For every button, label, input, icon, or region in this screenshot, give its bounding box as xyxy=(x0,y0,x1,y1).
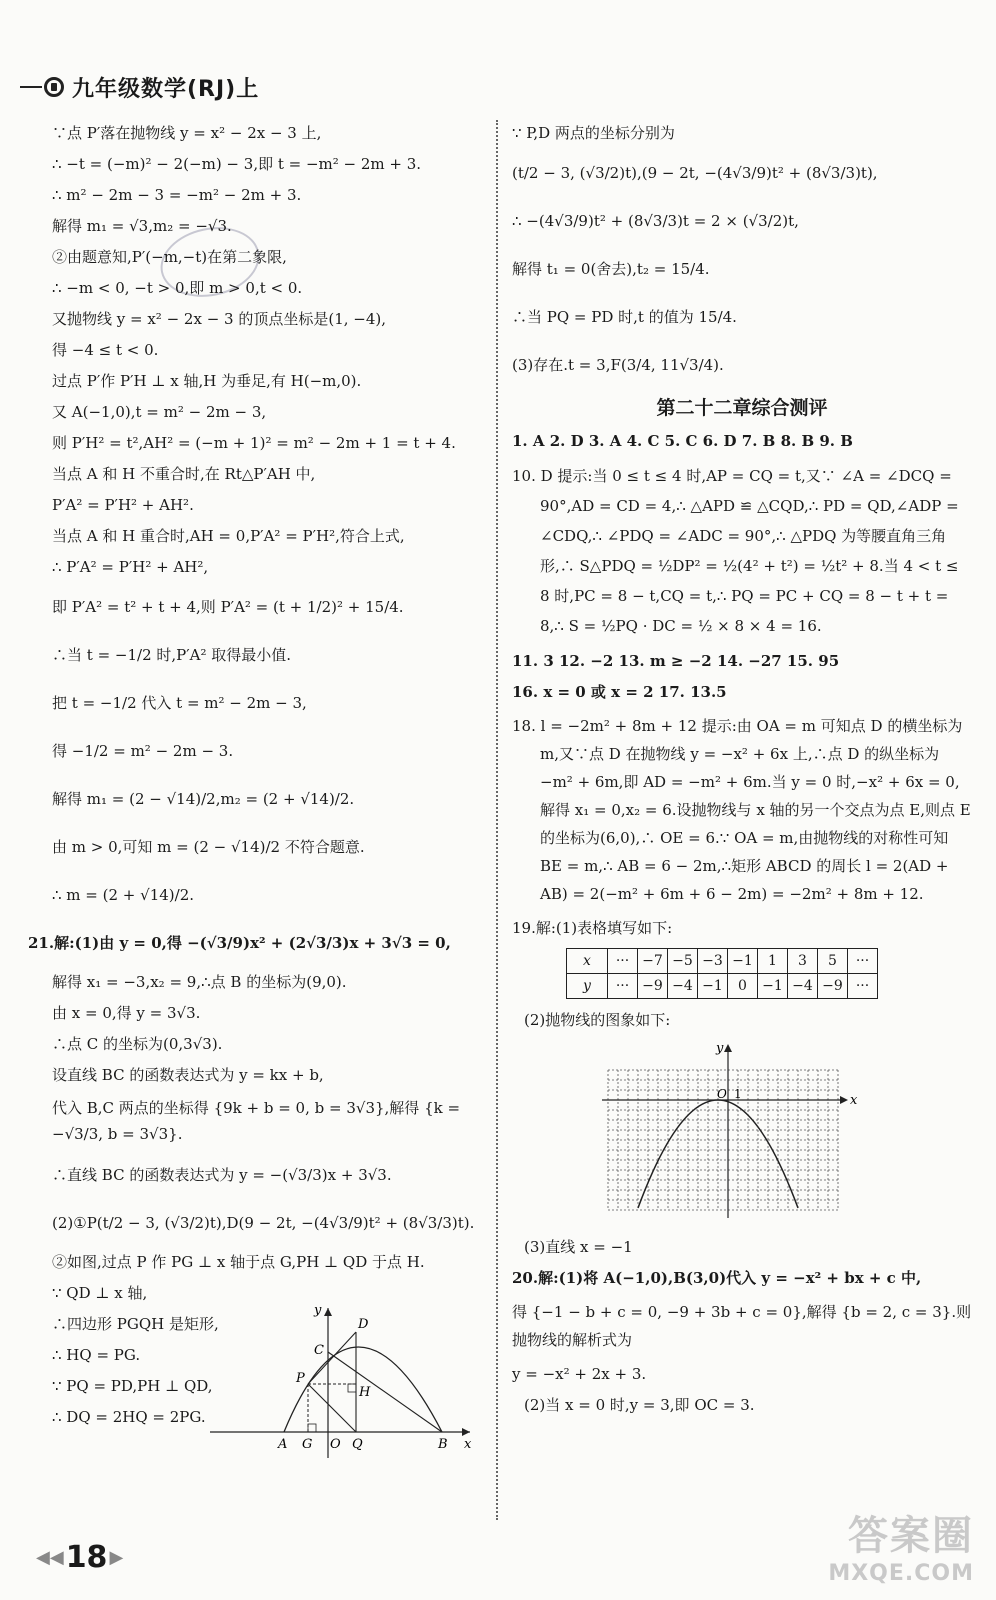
answer-line: 16. x = 0 或 x = 2 17. 13.5 xyxy=(512,683,727,701)
label-P: P xyxy=(296,1371,305,1386)
label-A: A xyxy=(278,1437,288,1452)
solution-line: 由 m > 0,可知 m = (2 − √14)/2 不符合题意. xyxy=(52,838,365,856)
solution-line: (3)存在.t = 3,F(3/4, 11√3/4). xyxy=(512,356,724,374)
solution-line: ②如图,过点 P 作 PG ⊥ x 轴于点 G,PH ⊥ QD 于点 H. xyxy=(52,1253,425,1271)
solution-line: ∵ PQ = PD,PH ⊥ QD, xyxy=(52,1377,213,1395)
watermark-url: MXQE.COM xyxy=(828,1561,974,1586)
solution-line: (2)当 x = 0 时,y = 3,即 OC = 3. xyxy=(524,1396,755,1414)
parabola-graph-svg xyxy=(598,1040,858,1226)
label-Q: Q xyxy=(352,1437,363,1452)
solution-line: 过点 P′作 P′H ⊥ x 轴,H 为垂足,有 H(−m,0). xyxy=(52,372,362,390)
solution-line: 当点 A 和 H 重合时,AH = 0,P′A² = P′H²,符合上式, xyxy=(52,527,405,545)
solution-line: ∴ HQ = PG. xyxy=(52,1346,141,1364)
solution-line: 当点 A 和 H 不重合时,在 Rt△P′AH 中, xyxy=(52,465,316,483)
page-number-text: 18 xyxy=(65,1540,108,1575)
solution-line: ∴ P′A² = P′H² + AH², xyxy=(52,558,209,576)
solution-line: 则 P′H² = t²,AH² = (−m + 1)² = m² − 2m + 1 = t + 4. xyxy=(52,434,456,452)
problem-20-line: 20.解:(1)将 A(−1,0),B(3,0)代入 y = −x² + bx + c 中, xyxy=(512,1269,922,1287)
table-cell: −3 xyxy=(698,949,728,974)
label-D: D xyxy=(358,1317,369,1332)
solution-line: (3)直线 x = −1 xyxy=(524,1238,633,1256)
table-cell: ··· xyxy=(608,974,638,999)
solution-line: 解得 m₁ = √3,m₂ = −√3. xyxy=(52,217,232,235)
solution-line: 代入 B,C 两点的坐标得 {9k + b = 0, b = 3√3},解得 {k = −√3/3, b = 3√3}. xyxy=(52,1099,461,1143)
solution-line: 由 x = 0,得 y = 3√3. xyxy=(52,1004,201,1022)
answer-line: 11. 3 12. −2 13. m ≥ −2 14. −27 15. 95 xyxy=(512,652,840,670)
table-cell: 5 xyxy=(818,949,848,974)
solution-line: ∴ m = (2 + √14)/2. xyxy=(52,886,195,904)
parabola-graph xyxy=(598,1040,972,1230)
label-C: C xyxy=(314,1343,324,1358)
table-cell: ··· xyxy=(848,974,878,999)
label-y: y xyxy=(314,1303,322,1318)
section-title: 第二十二章综合测评 xyxy=(656,397,828,419)
column-divider xyxy=(496,120,498,1520)
right-column xyxy=(512,122,972,1425)
table-cell: 3 xyxy=(788,949,818,974)
label-x: x xyxy=(464,1437,472,1452)
table-cell: −7 xyxy=(638,949,668,974)
table-cell: −9 xyxy=(638,974,668,999)
label-G: G xyxy=(302,1437,313,1452)
solution-line: 解得 t₁ = 0(舍去),t₂ = 15/4. xyxy=(512,260,710,278)
value-table xyxy=(566,948,878,999)
solution-line: 即 P′A² = t² + t + 4,则 P′A² = (t + 1/2)² + 15/4. xyxy=(52,598,404,616)
table-cell: −1 xyxy=(758,974,788,999)
label-H: H xyxy=(359,1385,371,1400)
table-cell: −4 xyxy=(668,974,698,999)
book-title: 九年级数学(RJ)上 xyxy=(72,76,260,102)
geometry-figure-svg xyxy=(204,1302,476,1462)
page-number xyxy=(36,1540,123,1575)
solution-line: 解得 m₁ = (2 − √14)/2,m₂ = (2 + √14)/2. xyxy=(52,790,355,808)
solution-line: ∴ −t = (−m)² − 2(−m) − 3,即 t = −m² − 2m + 3. xyxy=(52,155,422,173)
header-rule xyxy=(20,86,42,88)
table-header-x: x xyxy=(567,949,608,974)
solution-line: 设直线 BC 的函数表达式为 y = kx + b, xyxy=(52,1066,324,1084)
table-header-y: y xyxy=(567,974,608,999)
solution-line: ∵ QD ⊥ x 轴, xyxy=(52,1284,148,1302)
label-B: B xyxy=(438,1437,448,1452)
solution-line: ∴点 C 的坐标为(0,3√3). xyxy=(52,1035,223,1053)
problem-21-line: 21.解:(1)由 y = 0,得 −(√3/9)x² + (2√3/3)x + 3√3 = 0, xyxy=(28,934,451,952)
book-logo-icon xyxy=(44,77,64,97)
arrow-left-icon: ◀◀ xyxy=(36,1547,64,1568)
answer-line: 18. l = −2m² + 8m + 12 提示:由 OA = m 可知点 D 的横坐标为 m,又∵点 D 在抛物线 y = −x² + 6x 上,∴点 D 的纵坐标为 −m² + 6m,即 AD = −m² + 6m.当 y = 0 时,−x² + 6x = 0,解得 x₁ = 0,x₂ = 6.设抛物线与 x 轴的另一个交点为点 E,则点 E 的坐标为(6,0),∴ OE = 6.∵ OA = m,由抛物线的对称性可知 BE = m,∴ AB = 6 − 2m,∴矩形 ABCD 的周长 l = 2(AD + AB) = 2(−m² + 6m + 6 − 2m) = −2m² + 8m + 12. xyxy=(512,717,971,903)
graph-axis-y-label: y xyxy=(716,1041,724,1056)
left-column xyxy=(28,122,482,1437)
solution-line: 得 {−1 − b + c = 0, −9 + 3b + c = 0},解得 {b = 2, c = 3}.则抛物线的解析式为 xyxy=(512,1303,972,1349)
solution-line: ∴直线 BC 的函数表达式为 y = −(√3/3)x + 3√3. xyxy=(52,1166,392,1184)
solution-line: ∵点 P′落在抛物线 y = x² − 2x − 3 上, xyxy=(52,124,322,142)
solution-line: 又 A(−1,0),t = m² − 2m − 3, xyxy=(52,403,267,421)
answer-line: 1. A 2. D 3. A 4. C 5. C 6. D 7. B 8. B 9. B xyxy=(512,432,853,450)
solution-line: ∴四边形 PGQH 是矩形, xyxy=(52,1315,219,1333)
solution-line: ②由题意知,P′(−m,−t)在第二象限, xyxy=(52,248,287,266)
solution-line: y = −x² + 2x + 3. xyxy=(512,1365,647,1383)
graph-caption: (2)抛物线的图象如下: xyxy=(524,1011,671,1029)
table-cell: −5 xyxy=(668,949,698,974)
solution-line: ∴ DQ = 2HQ = 2PG. xyxy=(52,1408,206,1426)
solution-line: ∴当 t = −1/2 时,P′A² 取得最小值. xyxy=(52,646,292,664)
graph-origin-label: O xyxy=(717,1087,727,1101)
solution-line: 得 −1/2 = m² − 2m − 3. xyxy=(52,742,234,760)
answer-line: 10. D 提示:当 0 ≤ t ≤ 4 时,AP = CQ = t,又∵ ∠A = ∠DCQ = 90°,AD = CD = 4,∴ △APD ≌ △CQD,∴ PD = QD,∠ADP = ∠CDQ,∴ ∠PDQ = ∠ADC = 90°,∴ △PDQ 为等腰直角三角形,∴ S△PDQ = ½DP² = ½(4² + t²) = ½t² + 8.当 4 < t ≤ 8 时,PC = 8 − t,CQ = t,∴ PQ = PC + CQ = 8 − t + t = 8,∴ S = ½PQ · DC = ½ × 8 × 4 = 16. xyxy=(512,467,959,635)
graph-axis-x-label: x xyxy=(850,1093,858,1108)
solution-line: (t/2 − 3, (√3/2)t),(9 − 2t, −(4√3/9)t² + (8√3/3)t), xyxy=(512,164,878,182)
solution-line: ∴ −(4√3/9)t² + (8√3/3)t = 2 × (√3/2)t, xyxy=(512,212,799,230)
solution-line: ∴ −m < 0, −t > 0,即 m > 0,t < 0. xyxy=(52,279,303,297)
solution-line: 得 −4 ≤ t < 0. xyxy=(52,341,159,359)
label-O: O xyxy=(330,1437,341,1452)
table-cell: −4 xyxy=(788,974,818,999)
table-cell: ··· xyxy=(848,949,878,974)
table-cell: 0 xyxy=(728,974,758,999)
page-header xyxy=(20,68,259,106)
solution-line: ∵ P,D 两点的坐标分别为 xyxy=(512,124,675,142)
solution-line: ∴ m² − 2m − 3 = −m² − 2m + 3. xyxy=(52,186,302,204)
solution-line: P′A² = P′H² + AH². xyxy=(52,496,194,514)
solution-line: 解得 x₁ = −3,x₂ = 9,∴点 B 的坐标为(9,0). xyxy=(52,973,347,991)
table-cell: 1 xyxy=(758,949,788,974)
solution-line: (2)①P(t/2 − 3, (√3/2)t),D(9 − 2t, −(4√3/9)t² + (8√3/3)t). xyxy=(52,1214,475,1232)
watermark-logo: 答案圈 xyxy=(848,1513,974,1559)
watermark xyxy=(828,1504,974,1586)
solution-line: ∴当 PQ = PD 时,t 的值为 15/4. xyxy=(512,308,737,326)
table-cell: −9 xyxy=(818,974,848,999)
arrow-right-icon: ▶ xyxy=(109,1547,124,1568)
table-cell: ··· xyxy=(608,949,638,974)
table-cell: −1 xyxy=(728,949,758,974)
solution-line: 又抛物线 y = x² − 2x − 3 的顶点坐标是(1, −4), xyxy=(52,310,387,328)
geometry-figure xyxy=(204,1302,476,1466)
graph-tick-label: 1 xyxy=(734,1087,742,1101)
solution-line: 把 t = −1/2 代入 t = m² − 2m − 3, xyxy=(52,694,307,712)
table-cell: −1 xyxy=(698,974,728,999)
answer-line: 19.解:(1)表格填写如下: xyxy=(512,919,673,937)
